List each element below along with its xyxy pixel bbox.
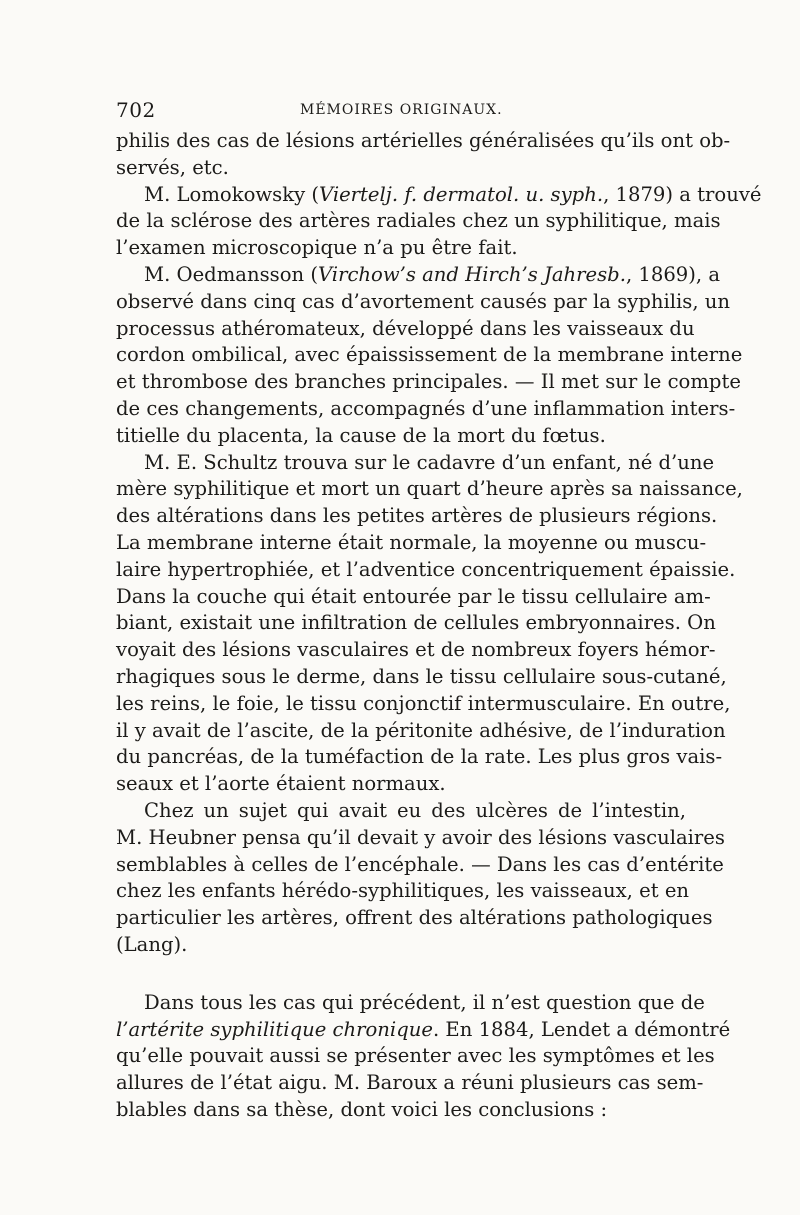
text-line: de la sclérose des artères radiales chez un syphilitique, mais [116,209,721,233]
text-line: l’examen microscopique n’a pu être fait. [116,236,518,260]
text-line: observé dans cinq cas d’avortement causés par la syphilis, un [116,289,731,313]
paragraph-lomokowsky [116,182,762,262]
page-header [116,96,686,126]
text-span: M. Oedmansson ( [144,262,318,286]
text-line: du pancréas, de la tuméfaction de la rate. Les plus gros vais- [116,745,723,769]
text-line: Dans la couche qui était entourée par le tissu cellulaire am- [116,584,711,608]
text-line [116,262,721,289]
paragraph-oedmansson [116,262,743,450]
section-gap [116,959,686,990]
text-line: processus athéromateux, développé dans les vaisseaux du [116,316,695,340]
text-line: biant, existait une infiltration de cellules embryonnaires. On [116,611,716,635]
text-line: particulier les artères, offrent des altérations pathologiques [116,906,713,930]
text-line: voyait des lésions vasculaires et de nombreux foyers hémor- [116,638,716,662]
text-line: titielle du placenta, la cause de la mort du fœtus. [116,423,606,447]
text-line: Dans tous les cas qui précédent, il n’est question que de [144,990,705,1014]
text-line: La membrane interne était normale, la moyenne ou muscu- [116,530,707,554]
text-line: chez les enfants hérédo-syphilitiques, les vaisseaux, et en [116,879,690,903]
text-line: allures de l’état aigu. M. Baroux a réuni plusieurs cas sem- [116,1071,704,1095]
text-line: les reins, le foie, le tissu conjonctif intermusculaire. En outre, [116,691,731,715]
text-line: M. Heubner pensa qu’il devait y avoir des lésions vasculaires [116,825,725,849]
text-line: rhagiques sous le derme, dans le tissu cellulaire sous-cutané, [116,664,727,688]
text-line: servés, etc. [116,155,229,179]
text-line: seaux et l’aorte étaient normaux. [116,772,446,796]
text-span: , 1869), a [625,262,721,286]
text-line: il y avait de l’ascite, de la péritonite adhésive, de l’induration [116,718,726,742]
paragraph-1 [116,128,731,182]
page-number: 702 [116,98,156,122]
text-line: de ces changements, accompagnés d’une inflammation inters- [116,396,736,420]
text-span: , 1879) a trouvé [603,182,762,206]
text-line: Chez un sujet qui avait eu des ulcères de l’intestin, [144,798,686,822]
citation-title: Virchow’s and Hirch’s Jahresb. [318,262,626,286]
text-line: semblables à celles de l’encéphale. — Dans les cas d’entérite [116,852,724,876]
paragraph-schultz [116,450,743,798]
text-span: . En 1884, Lendet a démontré [432,1017,731,1041]
text-span: M. Lomokowsky ( [144,182,320,206]
text-line: qu’elle pouvait aussi se présenter avec les symptômes et les [116,1044,715,1068]
text-line: mère syphilitique et mort un quart d’heure après sa naissance, [116,477,743,501]
paragraph-arterite-aigue [116,990,731,1124]
text-line: (Lang). [116,932,188,956]
text-line: laire hypertrophiée, et l’adventice concentriquement épaissie. [116,557,736,581]
text-line [116,182,762,209]
italic-term: l’artérite syphilitique chronique [116,1017,433,1041]
text-line: et thrombose des branches principales. — Il met sur le compte [116,370,741,394]
citation-title: Viertelj. f. dermatol. u. syph. [319,182,604,206]
paragraph-heubner [116,798,725,959]
text-line: des altérations dans les petites artères de plusieurs régions. [116,504,718,528]
text-line: cordon ombilical, avec épaississement de la membrane interne [116,343,743,367]
page-body [116,128,762,1124]
text-line: blables dans sa thèse, dont voici les conclusions : [116,1097,608,1121]
running-head: MÉMOIRES ORIGINAUX. [300,102,503,118]
text-line [116,1017,731,1044]
text-line: M. E. Schultz trouva sur le cadavre d’un enfant, né d’une [144,450,715,474]
text-line: philis des cas de lésions artérielles généralisées qu’ils ont ob- [116,129,731,152]
